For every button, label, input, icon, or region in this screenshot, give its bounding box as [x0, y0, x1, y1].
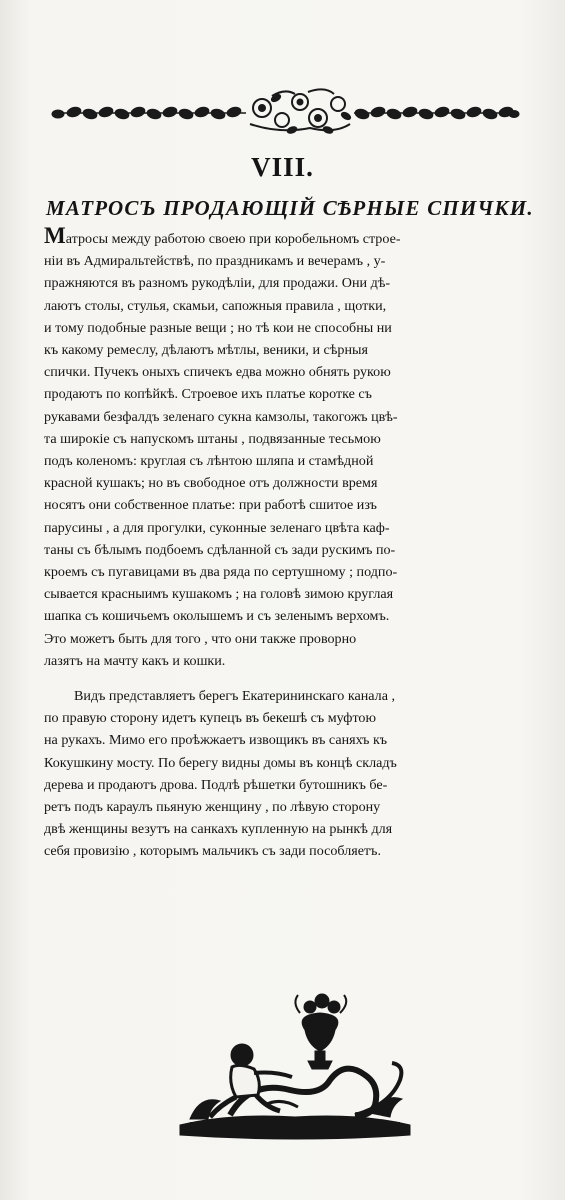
- chapter-title: МАТРОСЪ ПРОДАЮЩІЙ СѢРНЫЕ СПИЧКИ.: [46, 196, 534, 220]
- paragraph-line: Матросы между работою своею при коробельномъ строе-: [44, 226, 549, 250]
- paragraph-line: къ какому ремеслу, дѣлаютъ мѣтлы, веники, и сѣрныя: [44, 342, 368, 359]
- paragraph-line: шапка съ кошичьемъ околышемъ и съ зеленымъ верхомъ.: [44, 608, 390, 625]
- paragraph-line: пражняются въ разномъ рукодѣліи, для продажи. Они дѣ-: [44, 275, 391, 292]
- paragraph-line: Видъ представляетъ берегъ Екатерининскаго канала ,: [74, 688, 395, 704]
- paragraph-line: на рукахъ. Мимо его проѣжжаетъ извощикъ въ саняхъ къ: [44, 732, 388, 749]
- floral-ornament-headband: [50, 84, 520, 140]
- paragraph-line: Это можетъ быть для того , что они также проворно: [44, 630, 357, 647]
- paragraph-line: дерева и продаютъ дрова. Подлѣ рѣшетки бутошникъ бе-: [44, 776, 388, 793]
- paragraph-line: красной кушакъ; но въ свободное отъ должности время: [44, 475, 378, 492]
- paragraph-line: кроемъ съ пугавицами въ два ряда по сертушному ; подпо-: [44, 564, 398, 581]
- chapter-number: VIII.: [251, 152, 314, 182]
- paragraph-line: двѣ женщины везутъ на санкахъ купленную на рынкѣ для: [44, 821, 393, 838]
- paragraph-line: ніи въ Адмиральтействѣ, по праздникамъ и вечерамъ , у-: [44, 253, 386, 270]
- paragraph-line: спички. Пучекъ оныхъ спичекъ едва можно обнять рукою: [44, 364, 391, 381]
- paragraph-line: лазятъ на мачту какъ и кошки.: [44, 652, 226, 669]
- paragraph-line: та широкіе съ напускомъ штаны , подвязанные тесьмою: [44, 430, 381, 447]
- paragraph-sailor-description: [44, 226, 549, 672]
- paragraph-line: носятъ они собственное платье: при работѣ сшитое изъ: [44, 497, 377, 514]
- drop-cap: М: [44, 226, 66, 248]
- paragraph-line: и тому подобные разные вещи ; но тѣ кои не способны ни: [44, 319, 392, 336]
- paragraph-line: сывается красныимъ кушакомъ ; на головѣ зимою круглая: [44, 586, 394, 603]
- paragraph-scene-description: [44, 685, 549, 863]
- paragraph-line: парусины , а для прогулки, суконные зеленаго цвѣта каф-: [44, 519, 390, 536]
- paragraph-line: ретъ подъ караулъ пьяную женщину , по лѣвую сторону: [44, 799, 381, 816]
- engraved-vignette-illustration: [170, 985, 420, 1145]
- paragraph-line: лаютъ столы, стулья, скамьи, сапожныя правила , щотки,: [44, 297, 387, 314]
- paragraph-line: подъ коленомъ: круглая съ лѣнтою шляпа и стамѣдной: [44, 453, 374, 470]
- paragraph-line: рукавами безфалдъ зеленаго сукна камзолы, такогожъ цвѣ-: [44, 408, 398, 425]
- paragraph-line: Кокушкину мосту. По берегу видны домы въ концѣ складъ: [44, 754, 397, 771]
- paragraph-line: продаютъ по копѣйкѣ. Строевое ихъ платье коротке съ: [44, 386, 372, 403]
- paragraph-line: таны съ бѣлымъ подбоемъ сдѣланной съ зади рускимъ по-: [44, 541, 396, 558]
- paragraph-line: по правую сторону идетъ купецъ въ бекешѣ съ муфтою: [44, 710, 376, 727]
- paragraph-line: себя провизію , которымъ мальчикъ съ зади пособляетъ.: [44, 843, 381, 860]
